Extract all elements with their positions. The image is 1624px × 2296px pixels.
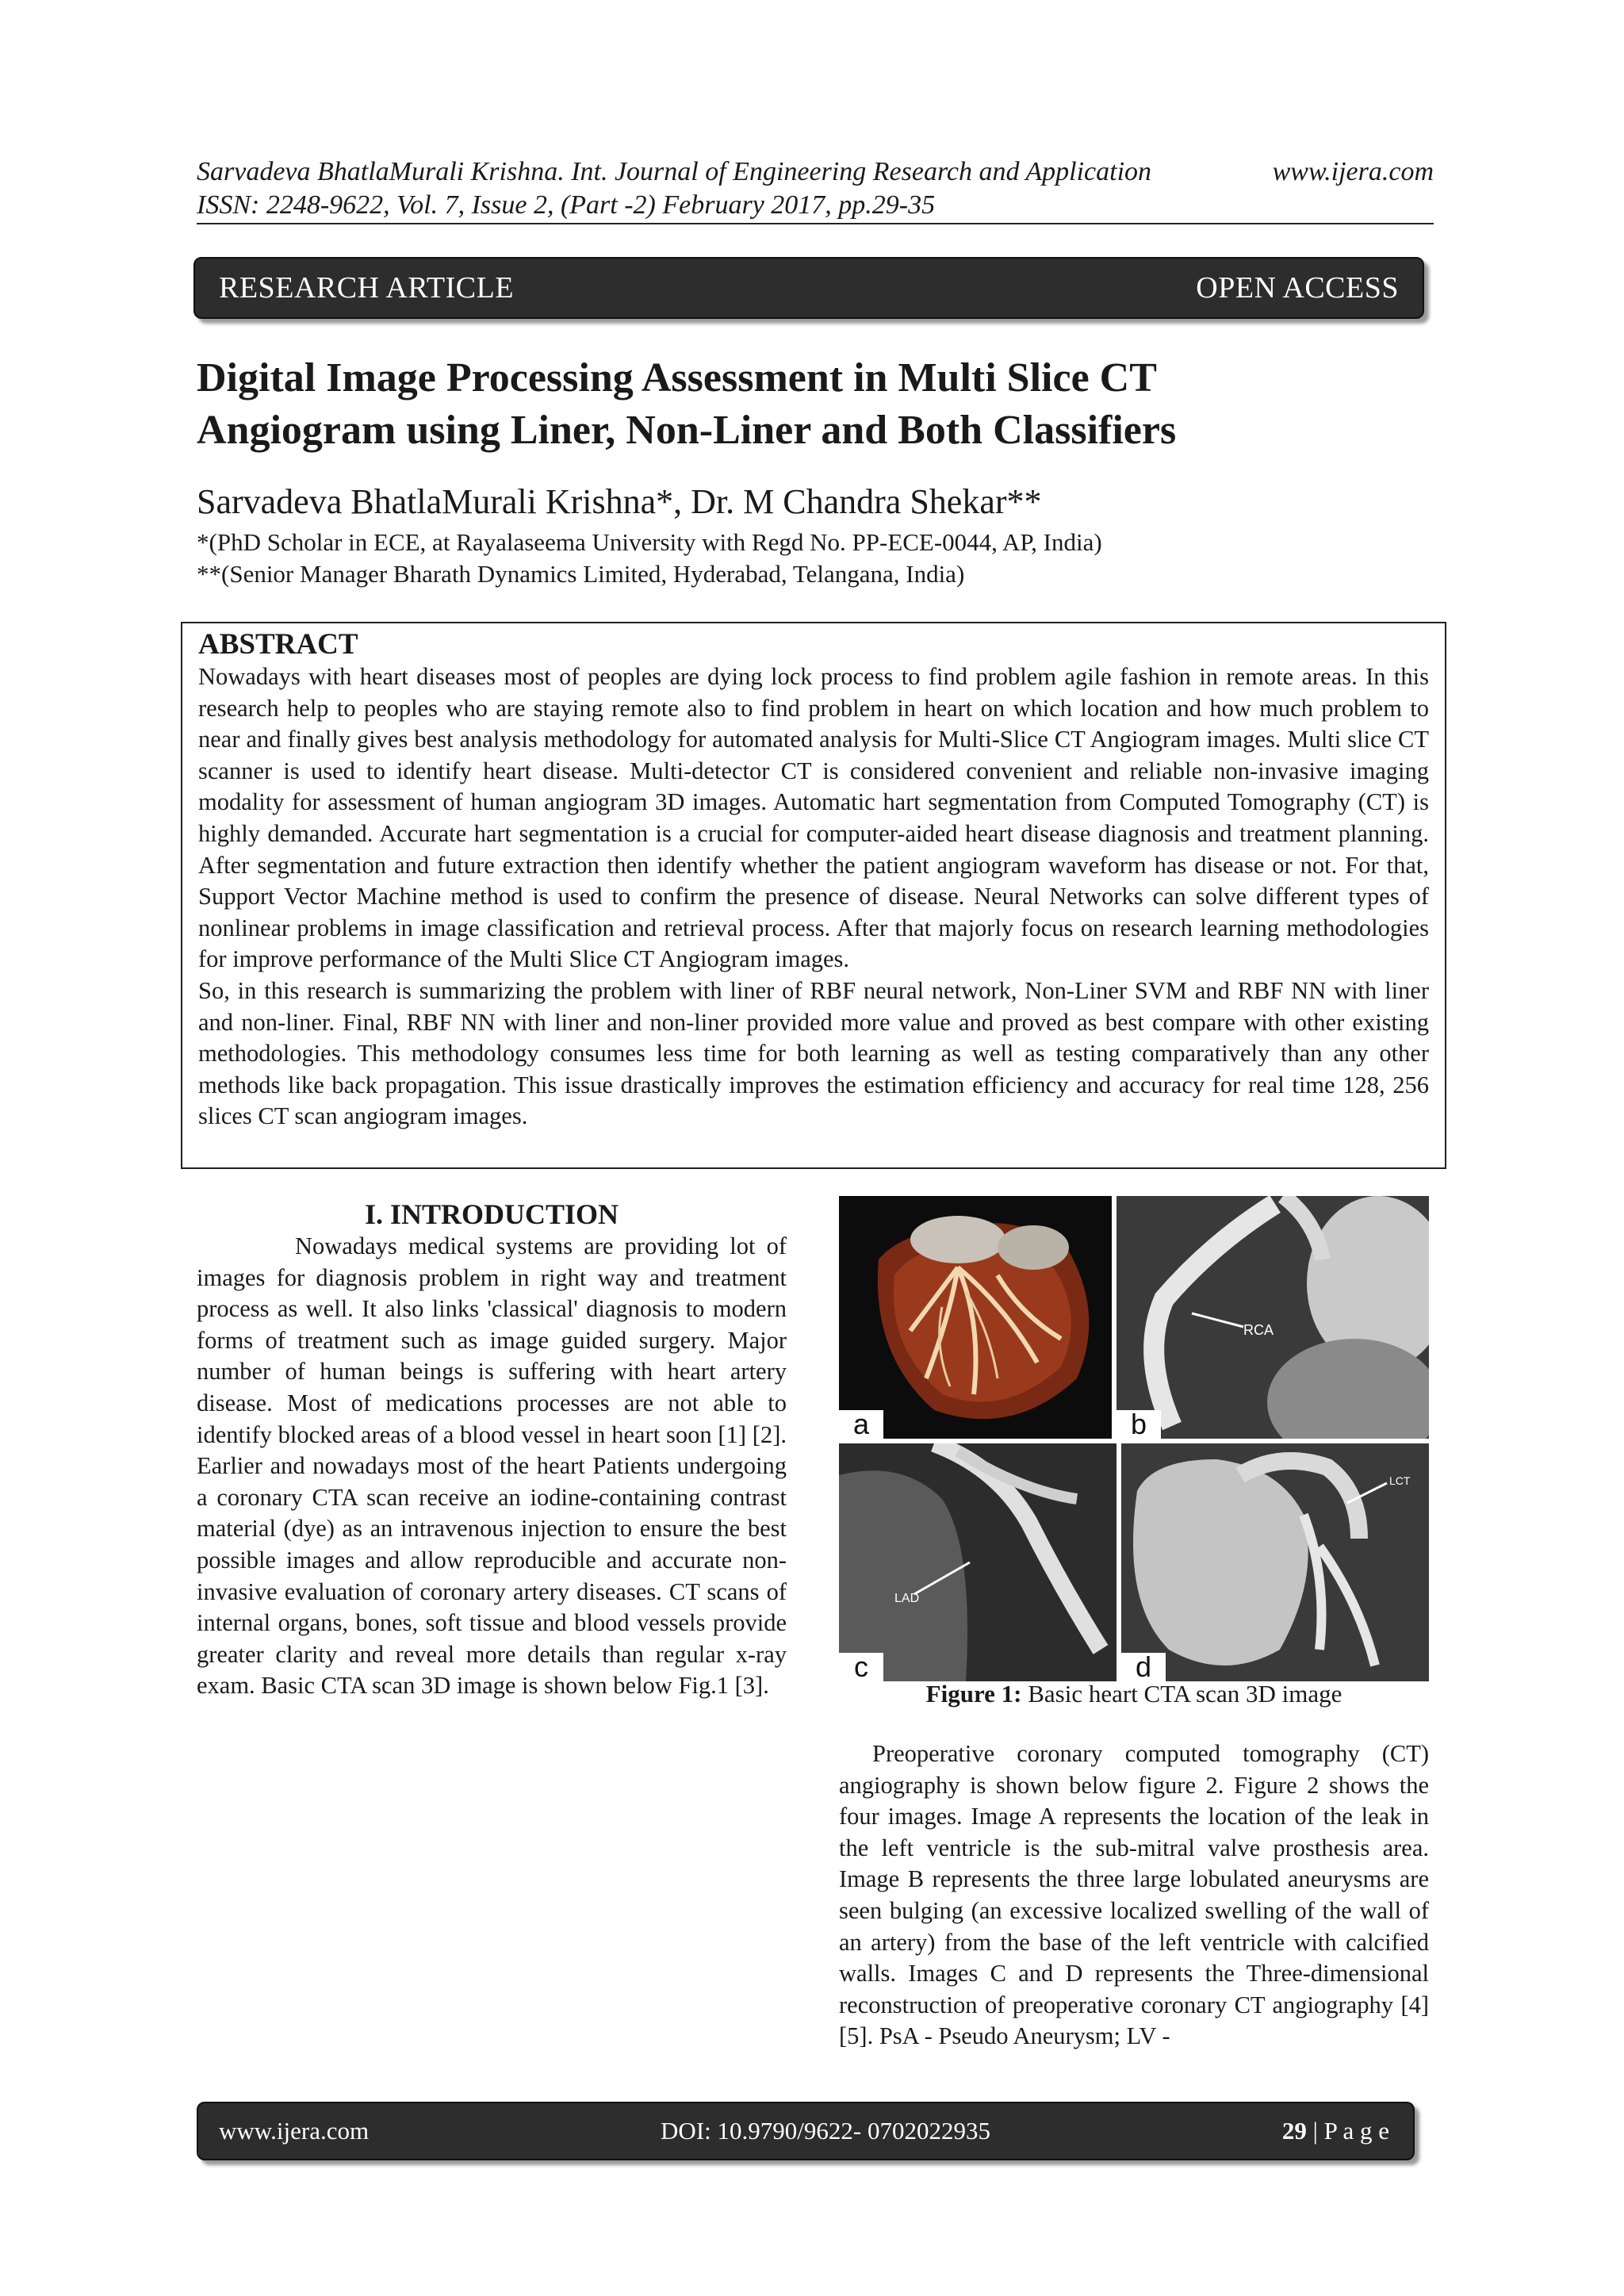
figure-caption-label: Figure 1: bbox=[925, 1680, 1022, 1708]
footer-website[interactable]: www.ijera.com bbox=[219, 2117, 370, 2145]
running-header bbox=[197, 155, 1434, 222]
journal-citation: Sarvadeva BhatlaMurali Krishna. Int. Journal of Engineering Research and Application bbox=[197, 157, 1152, 186]
introduction-paragraph: Nowadays medical systems are providing lot of images for diagnosis problem in right way and treatment process as well. It also links 'classical' diagnosis to modern forms of treatment such as image guided surgery. Major number of human beings is suffering with heart artery disease. Most of medications processes are not able to identify blocked areas of a blood vessel in heart soon [1] [2]. Earlier and nowadays most of the heart Patients undergoing a coronary CTA scan receive an iodine-containing contrast material (dye) as an intravenous injection to ensure the best possible images and allow reproducible and accurate non-invasive evaluation of coronary artery diseases. CT scans of internal organs, bones, soft tissue and blood vessels provide greater clarity and reveal more details than regular x-ray exam. Basic CTA scan 3D image is shown below Fig.1 [3]. bbox=[197, 1232, 787, 1700]
issn-line: ISSN: 2248-9622, Vol. 7, Issue 2, (Part -2) February 2017, pp.29-35 bbox=[197, 190, 936, 220]
lct-label: LCT bbox=[1389, 1474, 1411, 1487]
panel-letter-c: c bbox=[839, 1653, 883, 1681]
journal-website[interactable]: www.ijera.com bbox=[1272, 157, 1434, 186]
figure-panel-d bbox=[1121, 1443, 1429, 1681]
panel-letter-b: b bbox=[1116, 1410, 1161, 1439]
lct-scan-image bbox=[1121, 1443, 1429, 1681]
figure-2-paragraph: Preoperative coronary computed tomography (CT) angiography is shown below figure 2. Figure 2 shows the four images. Image A represents the location of the leak in the left ventricle is the sub-mitral valve prosthesis area. Image B represents the three large lobulated aneurysms are seen bulging (an excessive localized swelling of the wall of an artery) from the base of the left ventricle with calcified walls. Images C and D represents the Three-dimensional reconstruction of preoperative coronary CT angiography [4] [5]. PsA - Pseudo Aneurysm; LV - bbox=[839, 1740, 1429, 2050]
figure-caption bbox=[839, 1678, 1429, 1710]
rca-label: RCA bbox=[1243, 1322, 1274, 1338]
heart-3d-render-image bbox=[839, 1196, 1112, 1439]
lad-scan-image bbox=[839, 1443, 1116, 1681]
article-type-banner bbox=[193, 257, 1424, 319]
footer-doi: DOI: 10.9790/9622- 0702022935 bbox=[661, 2117, 990, 2145]
abstract-box bbox=[181, 622, 1446, 1169]
introduction-heading: I. INTRODUCTION bbox=[364, 1198, 619, 1230]
affiliation-2: **(Senior Manager Bharath Dynamics Limited, Hyderabad, Telangana, India) bbox=[197, 560, 965, 588]
title-line-2: Angiogram using Liner, Non-Liner and Both Classifiers bbox=[197, 408, 1177, 453]
figure-panel-a bbox=[839, 1196, 1112, 1439]
panel-letter-d: d bbox=[1121, 1653, 1166, 1681]
rca-scan-image bbox=[1116, 1196, 1429, 1439]
title-line-1: Digital Image Processing Assessment in Multi Slice CT bbox=[197, 355, 1157, 401]
abstract-heading: ABSTRACT bbox=[198, 628, 358, 661]
figure-panel-b bbox=[1116, 1196, 1429, 1439]
page-suffix: | P a g e bbox=[1306, 2117, 1389, 2145]
open-access-label: OPEN ACCESS bbox=[1196, 271, 1399, 305]
figure-1 bbox=[839, 1196, 1429, 1680]
author-list: Sarvadeva BhatlaMurali Krishna*, Dr. M Chandra Shekar** bbox=[197, 482, 1042, 521]
header-divider bbox=[197, 223, 1434, 224]
figure-panel-c bbox=[839, 1443, 1116, 1681]
abstract-paragraph-1: Nowadays with heart diseases most of peoples are dying lock process to find problem agile fashion in remote areas. In this research help to peoples who are staying remote also to find problem in heart on which location and how much problem to near and finally gives best analysis methodology for automated analysis for Multi-Slice CT Angiogram images. Multi slice CT scanner is used to identify heart disease. Multi-detector CT is considered convenient and reliable non-invasive imaging modality for assessment of human angiogram 3D images. Automatic hart segmentation from Computed Tomography (CT) is highly demanded. Accurate hart segmentation is a crucial for computer-aided heart disease diagnosis and treatment planning. After segmentation and future extraction then identify whether the patient angiogram waveform has disease or not. For that, Support Vector Machine method is used to confirm the presence of disease. Neural Networks can solve different types of nonlinear problems in image classification and retrieval process. After that majorly focus on research learning methodologies for improve performance of the Multi Slice CT Angiogram images. bbox=[198, 663, 1429, 973]
panel-letter-a: a bbox=[839, 1410, 883, 1439]
lad-label: LAD bbox=[894, 1592, 920, 1605]
page-number: 29 bbox=[1281, 2117, 1307, 2145]
introduction-section bbox=[197, 1198, 787, 1702]
right-column-text bbox=[839, 1738, 1429, 2053]
research-article-label: RESEARCH ARTICLE bbox=[219, 271, 515, 305]
footer-page-number bbox=[1282, 2117, 1389, 2145]
affiliation-1: *(PhD Scholar in ECE, at Rayalaseema University with Regd No. PP-ECE-0044, AP, India) bbox=[197, 528, 1102, 556]
figure-caption-text: Basic heart CTA scan 3D image bbox=[1021, 1680, 1342, 1708]
affiliations bbox=[197, 527, 1102, 590]
page-footer bbox=[197, 2102, 1415, 2160]
abstract-paragraph-2: So, in this research is summarizing the problem with liner of RBF neural network, Non-Liner SVM and RBF NN with liner and non-liner. Final, RBF NN with liner and non-liner provided more value and proved as best compare with other existing methodologies. This methodology consumes less time for both learning as well as testing comparatively than any other methods like back propagation. This issue drastically improves the estimation efficiency and accuracy for real time 128, 256 slices CT scan angiogram images. bbox=[198, 976, 1429, 1130]
paper-title bbox=[197, 352, 1465, 457]
